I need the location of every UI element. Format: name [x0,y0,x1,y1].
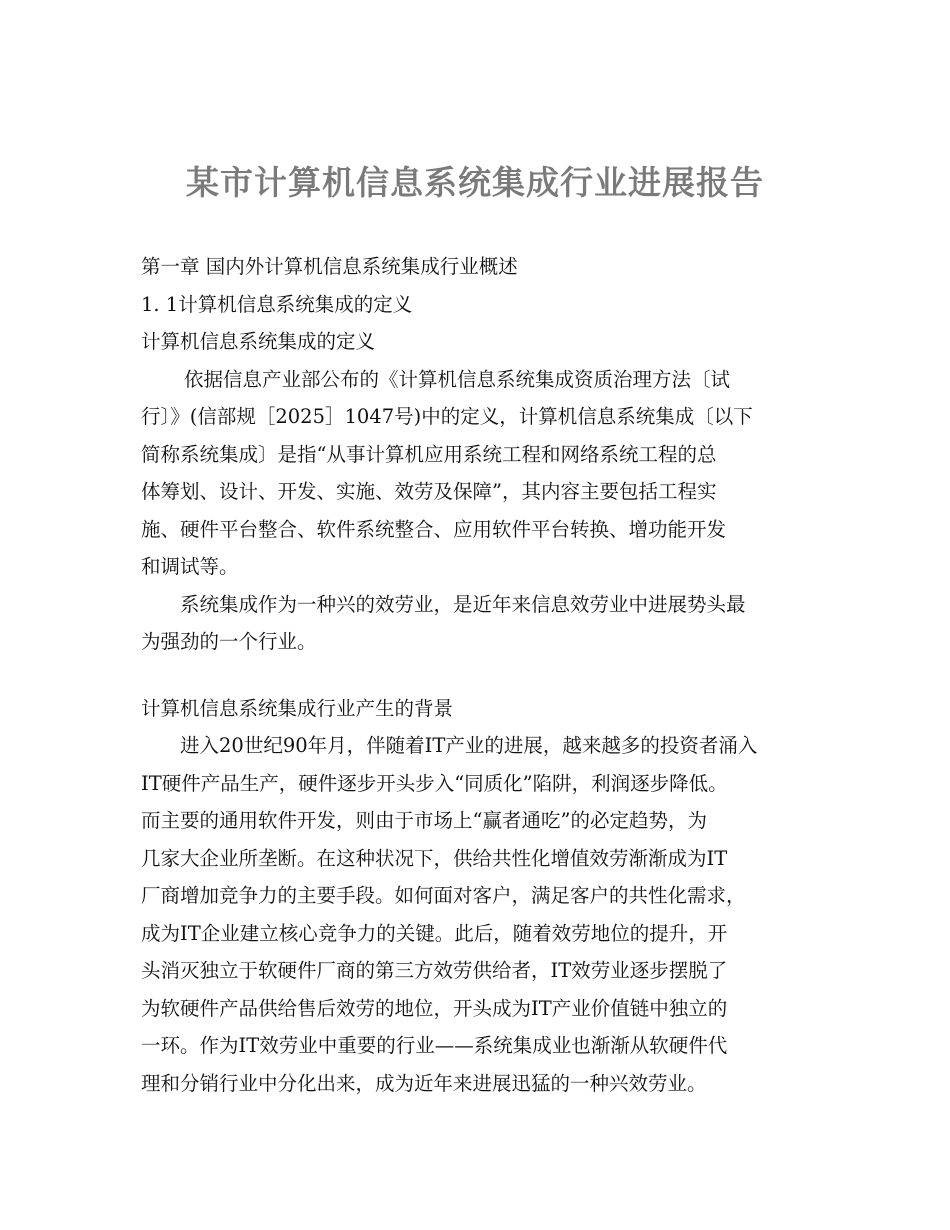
document-title: 某市计算机信息系统集成行业进展报告 [186,163,764,202]
subsection-heading-definition: 计算机信息系统集成的定义 [141,330,376,353]
paragraph-line: 行〕》(信部规［2025］1047号)中的定义，计算机信息系统集成〔以下 [141,405,753,428]
paragraph-spacer [141,661,811,690]
paragraph-line: 头消灭独立于软硬件厂商的第三方效劳供给者，IT效劳业逐步摆脱了 [141,959,728,982]
paragraph-line: 成为IT企业建立核心竞争力的关键。此后，随着效劳地位的提升，开 [141,921,728,945]
paragraph-line: IT硬件产品生产，硬件逐步开头步入“同质化”陷阱，利润逐步降低。 [141,771,728,795]
subsection-heading-background: 计算机信息系统集成行业产生的背景 [141,696,454,720]
paragraph-line: 理和分销行业中分化出来，成为近年来进展迅猛的一种兴效劳业。 [141,1071,707,1095]
paragraph-line: 简称系统集成〕是指“从事计算机应用系统工程和网络系统工程的总 [141,442,717,466]
paragraph-line: 施、硬件平台整合、软件系统整合、应用软件平台转换、增功能开发 [141,517,727,541]
paragraph-line: 系统集成作为一种兴的效劳业，是近年来信息效劳业中进展势头最 [180,592,746,616]
paragraph-definition [141,361,811,586]
paragraph-industry [141,586,811,661]
paragraph-line: 和调试等。 [141,555,239,578]
document-body [141,248,811,1102]
paragraph-line: 依据信息产业部公布的《计算机信息系统集成资质治理方法〔试 [184,367,731,391]
paragraph-line: 一环。作为IT效劳业中重要的行业——系统集成业也渐渐从软硬件代 [141,1034,728,1057]
paragraph-background [141,727,811,1102]
paragraph-line: 而主要的通用软件开发，则由于市场上“赢者通吃”的必定趋势，为 [141,809,707,832]
paragraph-line: 厂商增加竞争力的主要手段。如何面对客户，满足客户的共性化需求， [141,884,746,907]
paragraph-line: 为强劲的一个行业。 [141,630,317,653]
paragraph-line: 为软硬件产品供给售后效劳的地位，开头成为IT产业价值链中独立的 [141,996,728,1020]
section-heading: 1. 1计算机信息系统集成的定义 [141,292,413,316]
chapter-heading: 第一章 国内外计算机信息系统集成行业概述 [141,255,518,278]
paragraph-line: 进入20世纪90年月，伴随着IT产业的进展，越来越多的投资者涌入 [180,734,758,757]
paragraph-line: 体筹划、设计、开发、实施、效劳及保障”，其内容主要包括工程实 [141,480,717,503]
paragraph-line: 几家大企业所垄断。在这种状况下，供给共性化增值效劳渐渐成为IT [141,846,728,870]
